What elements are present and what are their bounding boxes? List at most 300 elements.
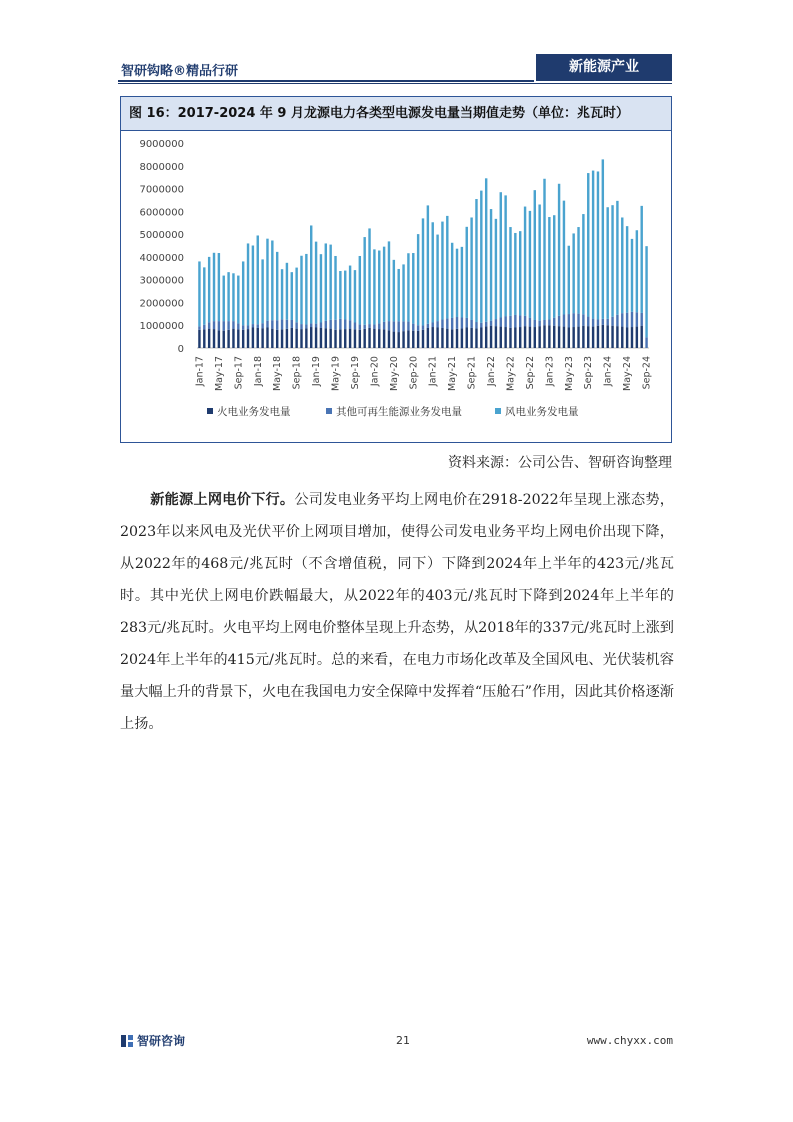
bar-segment bbox=[213, 329, 215, 348]
bar-segment bbox=[383, 322, 385, 330]
bar-segment bbox=[592, 327, 594, 348]
bar-segment bbox=[368, 228, 370, 324]
bar-segment bbox=[587, 326, 589, 348]
bar-segment bbox=[529, 327, 531, 348]
bar-segment bbox=[577, 227, 579, 314]
bar-segment bbox=[461, 247, 463, 318]
y-tick-label: 6000000 bbox=[139, 207, 184, 219]
bar-segment bbox=[393, 260, 395, 322]
bar-segment bbox=[339, 319, 341, 329]
bar-segment bbox=[281, 329, 283, 348]
bar-segment bbox=[417, 325, 419, 331]
bar-segment bbox=[329, 320, 331, 329]
bar-segment bbox=[295, 268, 297, 323]
bar-segment bbox=[572, 313, 574, 327]
bar-segment bbox=[402, 331, 404, 348]
y-tick-label: 1000000 bbox=[139, 321, 184, 333]
bar-segment bbox=[538, 321, 540, 326]
bar-segment bbox=[329, 245, 331, 320]
bar-segment bbox=[286, 263, 288, 320]
bar-segment bbox=[422, 330, 424, 348]
bar-segment bbox=[344, 329, 346, 348]
x-tick-label: Jan-22 bbox=[486, 356, 498, 387]
bar-segment bbox=[198, 330, 200, 348]
bar-segment bbox=[485, 322, 487, 327]
bar-segment bbox=[422, 325, 424, 329]
bar-segment bbox=[587, 173, 589, 317]
y-axis bbox=[139, 139, 184, 355]
bar-segment bbox=[456, 317, 458, 329]
bar-segment bbox=[412, 253, 414, 324]
bar-segment bbox=[461, 317, 463, 328]
bar-segment bbox=[558, 316, 560, 326]
bar-segment bbox=[563, 201, 565, 315]
bar-segment bbox=[616, 201, 618, 315]
bar-segment bbox=[558, 184, 560, 316]
bar-segment bbox=[592, 319, 594, 327]
bar-segment bbox=[441, 320, 443, 328]
bar-segment bbox=[232, 329, 234, 348]
bar-segment bbox=[504, 195, 506, 316]
bar-segment bbox=[257, 324, 259, 328]
bar-segment bbox=[548, 217, 550, 320]
bar-segment bbox=[402, 321, 404, 331]
bar-segment bbox=[514, 233, 516, 315]
bar-segment bbox=[602, 325, 604, 348]
figure-box bbox=[120, 96, 672, 443]
bar-segment bbox=[223, 331, 225, 348]
bar-segment bbox=[388, 330, 390, 348]
bar-segment bbox=[373, 325, 375, 329]
bar-segment bbox=[261, 259, 263, 323]
bar-segment bbox=[427, 328, 429, 348]
bar-segment bbox=[640, 206, 642, 313]
bar-segment bbox=[543, 320, 545, 325]
bar-segment bbox=[295, 329, 297, 348]
bar-segment bbox=[645, 246, 647, 337]
bar-segment bbox=[626, 226, 628, 313]
bar-segment bbox=[631, 239, 633, 312]
bar-segment bbox=[582, 314, 584, 325]
bar-segment bbox=[203, 267, 205, 324]
bar-segment bbox=[412, 331, 414, 348]
bar-segment bbox=[606, 319, 608, 325]
bar-segment bbox=[261, 323, 263, 328]
bar-segment bbox=[325, 328, 327, 348]
bar-segment bbox=[320, 328, 322, 348]
bar-segment bbox=[470, 320, 472, 328]
bar-segment bbox=[621, 313, 623, 326]
y-tick-label: 0 bbox=[177, 344, 184, 355]
x-tick-label: Sep-17 bbox=[233, 356, 245, 390]
bar-segment bbox=[631, 327, 633, 348]
bar-segment bbox=[558, 326, 560, 348]
bar-segment bbox=[373, 249, 375, 324]
bar-segment bbox=[378, 251, 380, 324]
bar-segment bbox=[315, 328, 317, 349]
bar-segment bbox=[354, 270, 356, 322]
bar-segment bbox=[490, 321, 492, 326]
bar-segment bbox=[237, 329, 239, 348]
bar-segment bbox=[344, 320, 346, 330]
bar-segment bbox=[359, 324, 361, 329]
bar-segment bbox=[470, 217, 472, 320]
bar-segment bbox=[568, 246, 570, 314]
x-tick-label: Sep-21 bbox=[466, 356, 478, 390]
bar-segment bbox=[407, 253, 409, 321]
bar-segment bbox=[218, 321, 220, 330]
bar-segment bbox=[208, 257, 210, 322]
legend bbox=[207, 405, 579, 418]
bar-segment bbox=[198, 261, 200, 326]
header-left-brand: 智研钩略®精品行研 bbox=[121, 64, 239, 79]
bar-segment bbox=[446, 329, 448, 348]
bar-segment bbox=[529, 211, 531, 318]
bar-segment bbox=[378, 323, 380, 329]
bar-segment bbox=[354, 329, 356, 348]
bar-segment bbox=[451, 329, 453, 348]
bar-segment bbox=[524, 326, 526, 348]
x-tick-label: May-24 bbox=[622, 356, 634, 391]
y-tick-label: 2000000 bbox=[139, 298, 184, 310]
y-tick-label: 7000000 bbox=[139, 184, 184, 196]
bar-segment bbox=[266, 328, 268, 349]
bar-segment bbox=[568, 328, 570, 349]
bar-segment bbox=[271, 329, 273, 348]
bar-segment bbox=[218, 330, 220, 348]
bar-segment bbox=[257, 328, 259, 348]
x-tick-label: Jan-17 bbox=[194, 356, 206, 387]
bar-segment bbox=[354, 322, 356, 329]
bar-segment bbox=[325, 321, 327, 328]
bar-segment bbox=[519, 327, 521, 348]
bar-segment bbox=[334, 320, 336, 330]
bar-segment bbox=[597, 326, 599, 348]
x-tick-label: Jan-20 bbox=[369, 356, 381, 387]
bar-segment bbox=[611, 326, 613, 348]
bar-segment bbox=[227, 272, 229, 321]
legend-label: 风电业务发电量 bbox=[505, 406, 579, 418]
bar-segment bbox=[237, 276, 239, 324]
y-tick-label: 5000000 bbox=[139, 230, 184, 242]
bar-segment bbox=[315, 324, 317, 328]
bar-segment bbox=[281, 269, 283, 319]
bar-segment bbox=[388, 321, 390, 330]
legend-swatch bbox=[495, 408, 501, 414]
header-rule-thin bbox=[118, 83, 672, 84]
bar-segment bbox=[475, 328, 477, 348]
bar-segment bbox=[276, 320, 278, 330]
bar-segment bbox=[281, 319, 283, 329]
bar-segment bbox=[480, 323, 482, 328]
bar-segment bbox=[611, 205, 613, 317]
bar-segment bbox=[208, 329, 210, 348]
x-tick-label: Jan-19 bbox=[311, 356, 323, 387]
bar-segment bbox=[466, 328, 468, 349]
bar-segment bbox=[500, 317, 502, 326]
bar-segment bbox=[412, 324, 414, 331]
bar-segment bbox=[310, 327, 312, 348]
legend-swatch bbox=[326, 408, 332, 414]
bar-segment bbox=[247, 325, 249, 329]
bar-segment bbox=[373, 329, 375, 348]
bar-segment bbox=[208, 322, 210, 328]
bar-segment bbox=[645, 337, 647, 348]
bar-segment bbox=[490, 209, 492, 321]
bar-segment bbox=[534, 190, 536, 320]
bar-segment bbox=[441, 328, 443, 348]
body-lead: 新能源上网电价下行。 bbox=[150, 492, 295, 508]
bar-segment bbox=[213, 253, 215, 321]
body-text: 公司发电业务平均上网电价在2918-2022年呈现上涨态势，2023年以来风电及光伏平价上网项目增加，使得公司发电业务平均上网电价出现下降，从2022年的468元/兆瓦时（不含增值税，同下）下降到2024年上半年的423元/兆瓦时。其中光伏上网电价跌幅最大，从2022年的403元/兆瓦时下降到2024年上半年的283元/兆瓦时。火电平均上网电价整体呈现上升态势，从2018年的337元/兆瓦时上涨到2024年上半年的415元/兆瓦时。总的来看，在电力市场化改革及全国风电、光伏装机容量大幅上升的背景下，火电在我国电力安全保障中发挥着“压舱石”作用，因此其价格逐渐上扬。 bbox=[120, 492, 674, 732]
bar-segment bbox=[572, 327, 574, 348]
legend-label: 火电业务发电量 bbox=[217, 406, 291, 418]
bar-segment bbox=[339, 329, 341, 348]
bar-segment bbox=[529, 318, 531, 327]
bar-segment bbox=[436, 328, 438, 349]
bar-segment bbox=[334, 330, 336, 348]
bar-segment bbox=[252, 324, 254, 327]
bar-segment bbox=[203, 325, 205, 330]
bar-segment bbox=[548, 325, 550, 348]
bar-segment bbox=[291, 320, 293, 328]
bar-segment bbox=[407, 322, 409, 331]
bar-segment bbox=[514, 328, 516, 349]
bar-segment bbox=[582, 214, 584, 314]
footer-brand bbox=[121, 1032, 185, 1049]
bar-segment bbox=[242, 261, 244, 325]
bar-segment bbox=[451, 318, 453, 329]
bar-segment bbox=[538, 326, 540, 348]
y-tick-label: 8000000 bbox=[139, 161, 184, 173]
bar-segment bbox=[247, 329, 249, 348]
bar-segment bbox=[480, 191, 482, 323]
bar-segment bbox=[626, 328, 628, 349]
bar-segment bbox=[310, 323, 312, 327]
bar-segment bbox=[291, 272, 293, 320]
bar-segment bbox=[451, 243, 453, 318]
header-rule bbox=[118, 80, 534, 82]
bar-segment bbox=[436, 321, 438, 327]
bar-segment bbox=[300, 329, 302, 348]
page-number: 21 bbox=[396, 1034, 410, 1047]
bar-segment bbox=[276, 252, 278, 320]
bar-segment bbox=[271, 320, 273, 328]
bar-segment bbox=[587, 317, 589, 327]
bar-segment bbox=[223, 321, 225, 331]
x-axis bbox=[194, 348, 652, 391]
bar-segment bbox=[393, 332, 395, 348]
bar-segment bbox=[383, 329, 385, 348]
bar-segment bbox=[592, 171, 594, 319]
chart-svg bbox=[121, 131, 671, 442]
legend-swatch bbox=[207, 408, 213, 414]
x-tick-label: May-17 bbox=[213, 356, 225, 391]
bar-segment bbox=[485, 178, 487, 322]
x-tick-label: May-20 bbox=[388, 356, 400, 391]
bar-segment bbox=[543, 179, 545, 320]
bar-segment bbox=[636, 230, 638, 312]
bar-segment bbox=[344, 271, 346, 320]
bar-segment bbox=[636, 327, 638, 348]
body-paragraph bbox=[120, 484, 674, 740]
bar-segment bbox=[276, 330, 278, 348]
bar-segment bbox=[300, 324, 302, 329]
x-tick-label: Jan-24 bbox=[602, 356, 614, 387]
bar-segment bbox=[310, 225, 312, 323]
bar-segment bbox=[466, 318, 468, 328]
bar-segment bbox=[286, 329, 288, 348]
bar-segment bbox=[470, 328, 472, 348]
bar-segment bbox=[626, 313, 628, 328]
bar-segment bbox=[553, 215, 555, 318]
bar-segment bbox=[543, 325, 545, 348]
y-tick-label: 3000000 bbox=[139, 275, 184, 287]
bar-segment bbox=[500, 327, 502, 348]
bar-segment bbox=[397, 332, 399, 348]
bar-segment bbox=[563, 315, 565, 327]
bar-segment bbox=[271, 240, 273, 320]
bar-segment bbox=[213, 321, 215, 329]
bar-segment bbox=[218, 253, 220, 321]
bar-segment bbox=[509, 328, 511, 348]
legend-label: 其他可再生能源业务发电量 bbox=[336, 406, 462, 418]
bar-segment bbox=[300, 256, 302, 324]
bar-segment bbox=[266, 321, 268, 328]
x-tick-label: May-21 bbox=[447, 356, 459, 391]
bar-segment bbox=[349, 320, 351, 328]
bar-segment bbox=[320, 322, 322, 327]
bar-segment bbox=[286, 320, 288, 329]
bar-segment bbox=[363, 329, 365, 348]
bar-segment bbox=[227, 330, 229, 348]
x-tick-label: May-18 bbox=[272, 356, 284, 391]
x-tick-label: Sep-19 bbox=[349, 356, 361, 390]
bar-segment bbox=[432, 222, 434, 322]
bar-segment bbox=[266, 239, 268, 321]
bar-segment bbox=[198, 326, 200, 329]
bar-group bbox=[198, 159, 648, 348]
bar-segment bbox=[640, 313, 642, 326]
bar-segment bbox=[427, 324, 429, 328]
x-tick-label: May-23 bbox=[563, 356, 575, 391]
footer-url[interactable]: www.chyxx.com bbox=[586, 1034, 673, 1047]
bar-segment bbox=[534, 320, 536, 327]
bar-segment bbox=[334, 256, 336, 320]
bar-segment bbox=[485, 326, 487, 348]
bar-segment bbox=[383, 247, 385, 322]
bar-segment bbox=[397, 269, 399, 321]
bar-segment bbox=[577, 314, 579, 327]
bar-segment bbox=[597, 320, 599, 326]
bar-segment bbox=[490, 326, 492, 348]
bar-segment bbox=[456, 249, 458, 317]
bar-segment bbox=[606, 207, 608, 319]
bar-segment bbox=[534, 327, 536, 348]
x-tick-label: May-19 bbox=[330, 356, 342, 391]
bar-segment bbox=[393, 321, 395, 331]
bar-segment bbox=[563, 327, 565, 348]
bar-segment bbox=[538, 205, 540, 321]
bar-segment bbox=[582, 326, 584, 348]
brand-logo-icon bbox=[121, 1035, 133, 1047]
bar-segment bbox=[495, 319, 497, 326]
footer-brand-name: 智研咨询 bbox=[137, 1034, 186, 1048]
bar-segment bbox=[480, 328, 482, 349]
bar-segment bbox=[514, 315, 516, 328]
bar-segment bbox=[475, 199, 477, 322]
x-tick-label: Jan-21 bbox=[427, 356, 439, 387]
bar-segment bbox=[397, 321, 399, 332]
bar-segment bbox=[305, 325, 307, 329]
bar-segment bbox=[461, 328, 463, 348]
bar-segment bbox=[475, 322, 477, 328]
bar-segment bbox=[509, 227, 511, 316]
bar-segment bbox=[621, 217, 623, 313]
x-tick-label: Sep-24 bbox=[641, 356, 653, 390]
bar-segment bbox=[606, 325, 608, 348]
bar-segment bbox=[616, 326, 618, 348]
bar-segment bbox=[636, 312, 638, 326]
bar-segment bbox=[509, 316, 511, 328]
x-tick-label: Sep-23 bbox=[583, 356, 595, 390]
header-section-tab: 新能源产业 bbox=[536, 54, 672, 81]
bar-segment bbox=[305, 328, 307, 348]
bar-segment bbox=[495, 326, 497, 348]
bar-segment bbox=[602, 319, 604, 325]
bar-segment bbox=[368, 324, 370, 328]
y-tick-label: 4000000 bbox=[139, 252, 184, 264]
x-tick-label: Sep-22 bbox=[524, 356, 536, 390]
bar-segment bbox=[242, 325, 244, 330]
bar-segment bbox=[432, 322, 434, 327]
bar-segment bbox=[223, 276, 225, 322]
bar-segment bbox=[339, 271, 341, 319]
bar-segment bbox=[257, 235, 259, 324]
bar-segment bbox=[315, 242, 317, 324]
bar-segment bbox=[524, 207, 526, 316]
bar-segment bbox=[305, 254, 307, 325]
bar-segment bbox=[227, 321, 229, 330]
figure-title: 图 16：2017-2024 年 9 月龙源电力各类型电源发电量当期值走势（单位：兆瓦时） bbox=[121, 97, 671, 131]
bar-segment bbox=[329, 329, 331, 348]
figure-source: 资料来源：公司公告、智研咨询整理 bbox=[448, 455, 672, 471]
bar-segment bbox=[519, 315, 521, 327]
bar-segment bbox=[597, 171, 599, 319]
bar-segment bbox=[320, 254, 322, 322]
bar-segment bbox=[247, 243, 249, 325]
bar-segment bbox=[349, 266, 351, 321]
x-tick-label: Jan-23 bbox=[544, 356, 556, 387]
x-tick-label: Sep-20 bbox=[408, 356, 420, 390]
bar-segment bbox=[572, 233, 574, 313]
bar-segment bbox=[553, 326, 555, 348]
bar-segment bbox=[359, 330, 361, 348]
bar-segment bbox=[237, 323, 239, 329]
bar-segment bbox=[631, 312, 633, 327]
bar-segment bbox=[363, 237, 365, 325]
bar-segment bbox=[417, 331, 419, 348]
bar-segment bbox=[203, 329, 205, 348]
bar-segment bbox=[519, 231, 521, 315]
bar-segment bbox=[466, 227, 468, 318]
bar-segment bbox=[611, 317, 613, 326]
bar-segment bbox=[504, 316, 506, 327]
x-tick-label: Jan-18 bbox=[252, 356, 264, 387]
bar-segment bbox=[295, 322, 297, 328]
bar-segment bbox=[417, 234, 419, 325]
bar-segment bbox=[436, 235, 438, 322]
